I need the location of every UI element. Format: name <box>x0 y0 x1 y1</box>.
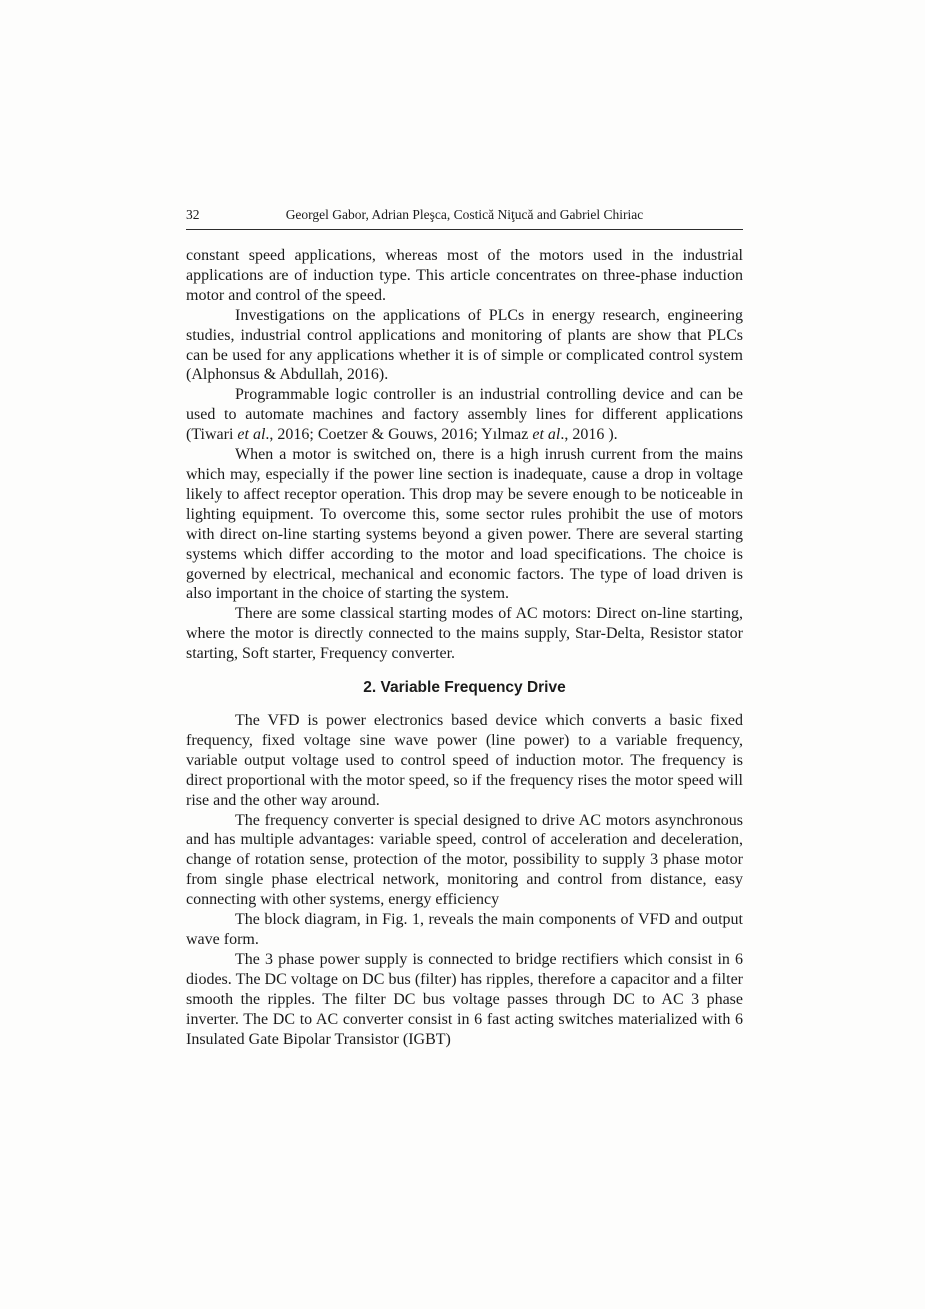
paragraph: There are some classical starting modes of AC motors: Direct on-line starting, where the motor is directly connected to the mains supply, Star-Delta, Resistor stator starting, Soft starter, Frequency converter. <box>186 605 743 663</box>
page-number: 32 <box>186 207 200 222</box>
et-al-italic: et al <box>237 426 266 444</box>
paragraph-text: Programmable logic controller is an industrial controlling device and can be used to automate machines and factory assembly lines for different applications (Tiwari <box>186 386 743 444</box>
paragraph-continued: constant speed applications, whereas most of the motors used in the industrial applications are of induction type. This article concentrates on three-phase induction motor and control of the speed. <box>186 247 743 304</box>
section-heading: 2. Variable Frequency Drive <box>363 679 566 697</box>
paragraph: The VFD is power electronics based device which converts a basic fixed frequency, fixed voltage sine wave power (line power) to a variable frequency, variable output voltage used to control speed of induction motor. The frequency is direct proportional with the motor speed, so if the frequency rises the motor speed will rise and the other way around. <box>186 712 743 809</box>
paragraph: When a motor is switched on, there is a high inrush current from the mains which may, especially if the power line section is inadequate, cause a drop in voltage likely to affect receptor operation. This drop may be severe enough to be noticeable in lighting equipment. To overcome this, some sector rules prohibit the use of motors with direct on-line starting systems beyond a given power. There are several starting systems which differ according to the motor and load specifications. The choice is governed by electrical, mechanical and economic factors. The type of load driven is also important in the choice of starting the system. <box>186 446 743 603</box>
paragraph-text: ., 2016 ). <box>560 426 618 444</box>
page-content <box>186 207 743 1049</box>
paragraph: The block diagram, in Fig. 1, reveals the main components of VFD and output wave form. <box>186 911 743 948</box>
paragraph <box>186 385 743 445</box>
paragraph: The 3 phase power supply is connected to bridge rectifiers which consist in 6 diodes. The DC voltage on DC bus (filter) has ripples, therefore a capacitor and a filter smooth the ripples. The filter DC bus voltage passes through DC to AC 3 phase inverter. The DC to AC converter consist in 6 fast acting switches materialized with 6 Insulated Gate Bipolar Transistor (IGBT) <box>186 950 743 1048</box>
paragraph-text: ., 2016; Coetzer & Gouws, 2016; Yılmaz <box>265 426 533 444</box>
page-header <box>186 207 743 223</box>
et-al-italic: et al <box>532 426 561 444</box>
running-title: Georgel Gabor, Adrian Pleşca, Costică Niţucă and Gabriel Chiriac <box>285 207 644 222</box>
paragraph: Investigations on the applications of PLCs in energy research, engineering studies, industrial control applications and monitoring of plants are show that PLCs can be used for any applications whether it is of simple or complicated control system (Alphonsus & Abdullah, 2016). <box>186 306 743 384</box>
paragraph: The frequency converter is special designed to drive AC motors asynchronous and has multiple advantages: variable speed, control of acceleration and deceleration, change of rotation sense, protection of the motor, possibility to supply 3 phase motor from single phase electrical network, monitoring and control from distance, easy connecting with other systems, energy efficiency <box>186 811 743 909</box>
header-rule <box>186 229 743 230</box>
page-body <box>186 246 743 1049</box>
